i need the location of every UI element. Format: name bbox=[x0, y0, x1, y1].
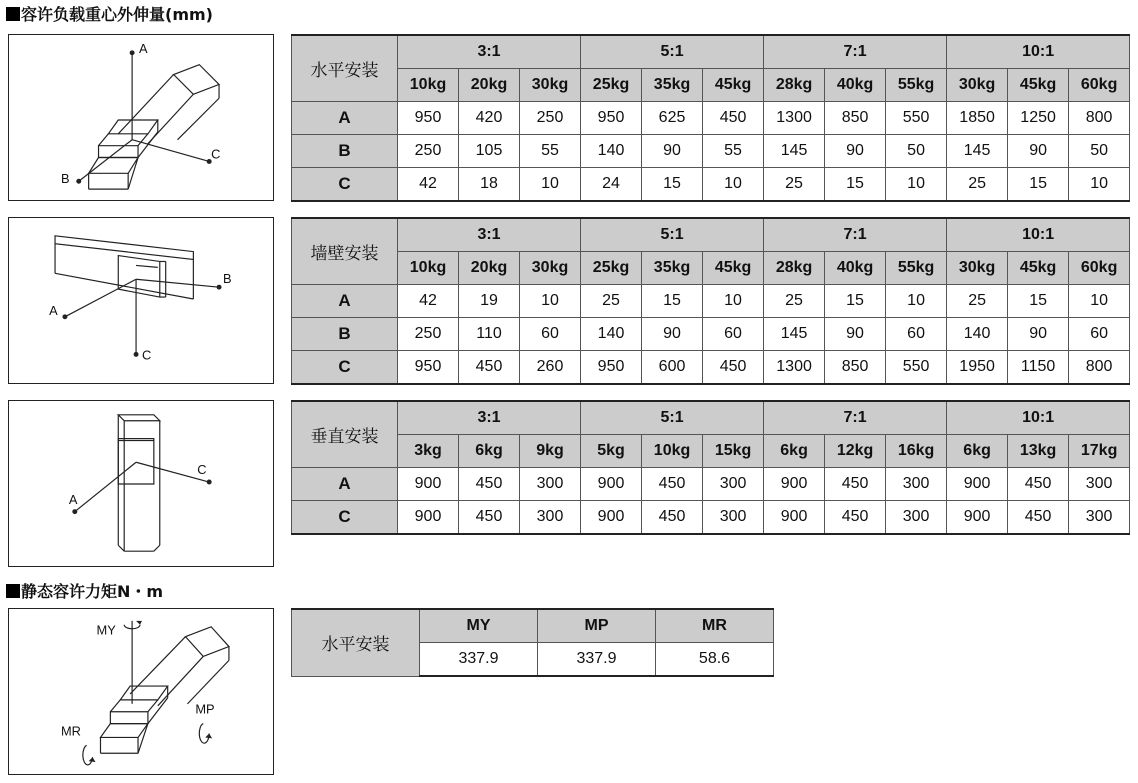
vertical-mount-drawing bbox=[9, 401, 273, 566]
ratio-header: 10:1 bbox=[947, 401, 1130, 435]
load-header: 55kg bbox=[886, 252, 947, 285]
load-header: 35kg bbox=[642, 69, 703, 102]
load-header: 30kg bbox=[947, 252, 1008, 285]
table-cell: 90 bbox=[825, 318, 886, 351]
row-label: A bbox=[292, 102, 398, 135]
table-row bbox=[292, 285, 1130, 318]
table-cell: 900 bbox=[581, 468, 642, 501]
load-header: 6kg bbox=[947, 435, 1008, 468]
table-cell: 450 bbox=[703, 102, 764, 135]
table-cell: 450 bbox=[825, 501, 886, 535]
load-header: 30kg bbox=[947, 69, 1008, 102]
table-cell: 420 bbox=[459, 102, 520, 135]
moment-header-my: MY bbox=[420, 609, 538, 643]
table-cell: 105 bbox=[459, 135, 520, 168]
table-cell: 50 bbox=[1069, 135, 1130, 168]
table-cell: 1250 bbox=[1008, 102, 1069, 135]
table-cell: 450 bbox=[1008, 468, 1069, 501]
ratio-header: 7:1 bbox=[764, 218, 947, 252]
table-row bbox=[292, 135, 1130, 168]
table-cell: 10 bbox=[703, 285, 764, 318]
table-cell: 800 bbox=[1069, 102, 1130, 135]
table-cell: 19 bbox=[459, 285, 520, 318]
load-header: 5kg bbox=[581, 435, 642, 468]
ratio-header: 5:1 bbox=[581, 218, 764, 252]
table-cell: 450 bbox=[825, 468, 886, 501]
load-header: 60kg bbox=[1069, 69, 1130, 102]
load-header: 35kg bbox=[642, 252, 703, 285]
table-cell: 10 bbox=[1069, 285, 1130, 318]
wall-mount-diagram bbox=[8, 217, 274, 384]
table-cell: 450 bbox=[1008, 501, 1069, 535]
table-cell: 300 bbox=[1069, 468, 1130, 501]
load-header: 3kg bbox=[398, 435, 459, 468]
diagram3-label-a: A bbox=[68, 491, 78, 507]
moment-section-title bbox=[6, 582, 163, 602]
moment-header-mr: MR bbox=[656, 609, 774, 643]
table-cell: 25 bbox=[947, 168, 1008, 202]
table-row bbox=[292, 468, 1130, 501]
table-cell: 250 bbox=[398, 135, 459, 168]
diagram3-label-c: C bbox=[197, 462, 207, 478]
table-cell: 950 bbox=[581, 351, 642, 385]
load-header: 6kg bbox=[459, 435, 520, 468]
load-section-title bbox=[6, 5, 213, 25]
table-row bbox=[292, 351, 1130, 385]
table-cell: 145 bbox=[764, 135, 825, 168]
table-cell: 60 bbox=[703, 318, 764, 351]
ratio-header: 7:1 bbox=[764, 35, 947, 69]
moment-table bbox=[291, 608, 774, 677]
ratio-header: 3:1 bbox=[398, 218, 581, 252]
table-cell: 15 bbox=[1008, 285, 1069, 318]
table-cell: 90 bbox=[1008, 318, 1069, 351]
load-header: 10kg bbox=[398, 69, 459, 102]
ratio-header: 5:1 bbox=[581, 35, 764, 69]
row-label: C bbox=[292, 168, 398, 202]
table-cell: 60 bbox=[886, 318, 947, 351]
table-cell: 15 bbox=[825, 168, 886, 202]
table-cell: 450 bbox=[642, 501, 703, 535]
table-cell: 90 bbox=[825, 135, 886, 168]
diagram1-label-c: C bbox=[211, 146, 221, 162]
load-header: 28kg bbox=[764, 252, 825, 285]
table-cell: 900 bbox=[947, 468, 1008, 501]
row-label: C bbox=[292, 351, 398, 385]
load-header: 55kg bbox=[886, 69, 947, 102]
load-header: 30kg bbox=[520, 69, 581, 102]
table-cell: 15 bbox=[825, 285, 886, 318]
table-cell: 90 bbox=[642, 318, 703, 351]
table-cell: 450 bbox=[459, 468, 520, 501]
table-cell: 900 bbox=[947, 501, 1008, 535]
diagram2-label-c: C bbox=[141, 347, 152, 363]
table-cell: 145 bbox=[764, 318, 825, 351]
table-cell: 800 bbox=[1069, 351, 1130, 385]
table-cell: 1300 bbox=[764, 102, 825, 135]
row-label: B bbox=[292, 318, 398, 351]
table-cell: 25 bbox=[581, 285, 642, 318]
diagram1-label-b: B bbox=[60, 171, 70, 187]
row-label: B bbox=[292, 135, 398, 168]
table-cell: 450 bbox=[459, 501, 520, 535]
table-cell: 550 bbox=[886, 351, 947, 385]
load-header: 16kg bbox=[886, 435, 947, 468]
table-cell: 145 bbox=[947, 135, 1008, 168]
table-cell: 42 bbox=[398, 285, 459, 318]
mounting-label-vertical: 垂直安装 bbox=[292, 401, 398, 468]
load-header: 28kg bbox=[764, 69, 825, 102]
horizontal-mount-drawing bbox=[9, 35, 273, 200]
table-cell: 110 bbox=[459, 318, 520, 351]
table-cell: 450 bbox=[642, 468, 703, 501]
table-cell: 950 bbox=[398, 351, 459, 385]
table-cell: 250 bbox=[520, 102, 581, 135]
load-header: 40kg bbox=[825, 252, 886, 285]
diagram4-label-mp: MP bbox=[195, 701, 215, 717]
table-cell: 1300 bbox=[764, 351, 825, 385]
table-cell: 10 bbox=[886, 285, 947, 318]
table-cell: 900 bbox=[764, 501, 825, 535]
table-cell: 1850 bbox=[947, 102, 1008, 135]
table-cell: 300 bbox=[886, 501, 947, 535]
table-cell: 24 bbox=[581, 168, 642, 202]
table-cell: 90 bbox=[642, 135, 703, 168]
table-cell: 55 bbox=[703, 135, 764, 168]
ratio-header: 3:1 bbox=[398, 35, 581, 69]
load-header: 6kg bbox=[764, 435, 825, 468]
moment-drawing bbox=[9, 609, 273, 774]
load-header: 45kg bbox=[703, 252, 764, 285]
table-cell: 300 bbox=[886, 468, 947, 501]
table-cell: 90 bbox=[1008, 135, 1069, 168]
moment-value-mp: 337.9 bbox=[538, 643, 656, 677]
table-cell: 25 bbox=[764, 168, 825, 202]
table-cell: 900 bbox=[581, 501, 642, 535]
ratio-header: 5:1 bbox=[581, 401, 764, 435]
load-header: 45kg bbox=[703, 69, 764, 102]
table-cell: 950 bbox=[581, 102, 642, 135]
table-cell: 300 bbox=[520, 501, 581, 535]
moment-value-mr: 58.6 bbox=[656, 643, 774, 677]
moment-value-my: 337.9 bbox=[420, 643, 538, 677]
table-cell: 250 bbox=[398, 318, 459, 351]
table-row bbox=[292, 102, 1130, 135]
diagram4-label-mr: MR bbox=[60, 723, 81, 739]
ratio-header: 3:1 bbox=[398, 401, 581, 435]
load-header: 12kg bbox=[825, 435, 886, 468]
ratio-header: 7:1 bbox=[764, 401, 947, 435]
table-cell: 15 bbox=[642, 285, 703, 318]
moment-header-mp: MP bbox=[538, 609, 656, 643]
diagram2-label-a: A bbox=[49, 302, 58, 318]
moment-section-title-text: 静态容许力矩N・m bbox=[21, 582, 164, 601]
table-cell: 300 bbox=[703, 501, 764, 535]
load-header: 20kg bbox=[459, 252, 520, 285]
row-label: A bbox=[292, 285, 398, 318]
table-cell: 300 bbox=[1069, 501, 1130, 535]
load-header: 30kg bbox=[520, 252, 581, 285]
vertical-load-table bbox=[291, 400, 1130, 535]
table-cell: 450 bbox=[459, 351, 520, 385]
square-bullet-icon bbox=[6, 7, 20, 21]
table-cell: 900 bbox=[398, 468, 459, 501]
load-section-title-text: 容许负载重心外伸量(mm) bbox=[21, 5, 213, 24]
table-row bbox=[292, 318, 1130, 351]
load-header: 10kg bbox=[398, 252, 459, 285]
table-cell: 10 bbox=[886, 168, 947, 202]
table-cell: 550 bbox=[886, 102, 947, 135]
table-cell: 10 bbox=[703, 168, 764, 202]
table-cell: 625 bbox=[642, 102, 703, 135]
horizontal-mount-diagram bbox=[8, 34, 274, 201]
load-header: 60kg bbox=[1069, 252, 1130, 285]
mounting-label-moment: 水平安装 bbox=[292, 609, 420, 676]
wall-mount-drawing bbox=[9, 218, 273, 383]
table-row bbox=[292, 501, 1130, 535]
wall-load-table bbox=[291, 217, 1130, 385]
load-header: 45kg bbox=[1008, 252, 1069, 285]
table-cell: 900 bbox=[764, 468, 825, 501]
table-cell: 18 bbox=[459, 168, 520, 202]
table-row bbox=[292, 168, 1130, 202]
table-cell: 850 bbox=[825, 351, 886, 385]
table-cell: 15 bbox=[1008, 168, 1069, 202]
load-header: 25kg bbox=[581, 252, 642, 285]
table-cell: 15 bbox=[642, 168, 703, 202]
table-cell: 10 bbox=[520, 168, 581, 202]
table-cell: 10 bbox=[1069, 168, 1130, 202]
load-header: 25kg bbox=[581, 69, 642, 102]
mounting-label-horizontal: 水平安装 bbox=[292, 35, 398, 102]
table-cell: 850 bbox=[825, 102, 886, 135]
diagram1-label-a: A bbox=[139, 40, 148, 56]
table-cell: 300 bbox=[703, 468, 764, 501]
load-header: 15kg bbox=[703, 435, 764, 468]
table-cell: 600 bbox=[642, 351, 703, 385]
ratio-header: 10:1 bbox=[947, 35, 1130, 69]
row-label: C bbox=[292, 501, 398, 535]
mounting-label-wall: 墙壁安装 bbox=[292, 218, 398, 285]
table-cell: 140 bbox=[581, 135, 642, 168]
table-cell: 260 bbox=[520, 351, 581, 385]
table-cell: 300 bbox=[520, 468, 581, 501]
table-cell: 55 bbox=[520, 135, 581, 168]
load-header: 10kg bbox=[642, 435, 703, 468]
load-header: 9kg bbox=[520, 435, 581, 468]
horizontal-load-table bbox=[291, 34, 1130, 202]
load-header: 40kg bbox=[825, 69, 886, 102]
table-cell: 42 bbox=[398, 168, 459, 202]
table-cell: 450 bbox=[703, 351, 764, 385]
table-cell: 1950 bbox=[947, 351, 1008, 385]
table-cell: 25 bbox=[947, 285, 1008, 318]
moment-diagram bbox=[8, 608, 274, 775]
diagram2-label-b: B bbox=[223, 271, 232, 287]
ratio-header: 10:1 bbox=[947, 218, 1130, 252]
row-label: A bbox=[292, 468, 398, 501]
square-bullet-icon bbox=[6, 584, 20, 598]
table-cell: 60 bbox=[520, 318, 581, 351]
diagram4-label-my: MY bbox=[96, 622, 116, 638]
load-header: 17kg bbox=[1069, 435, 1130, 468]
table-cell: 900 bbox=[398, 501, 459, 535]
table-cell: 140 bbox=[947, 318, 1008, 351]
table-cell: 950 bbox=[398, 102, 459, 135]
table-cell: 25 bbox=[764, 285, 825, 318]
table-cell: 1150 bbox=[1008, 351, 1069, 385]
load-header: 20kg bbox=[459, 69, 520, 102]
table-cell: 140 bbox=[581, 318, 642, 351]
table-cell: 60 bbox=[1069, 318, 1130, 351]
table-cell: 50 bbox=[886, 135, 947, 168]
load-header: 13kg bbox=[1008, 435, 1069, 468]
vertical-mount-diagram bbox=[8, 400, 274, 567]
table-cell: 10 bbox=[520, 285, 581, 318]
load-header: 45kg bbox=[1008, 69, 1069, 102]
